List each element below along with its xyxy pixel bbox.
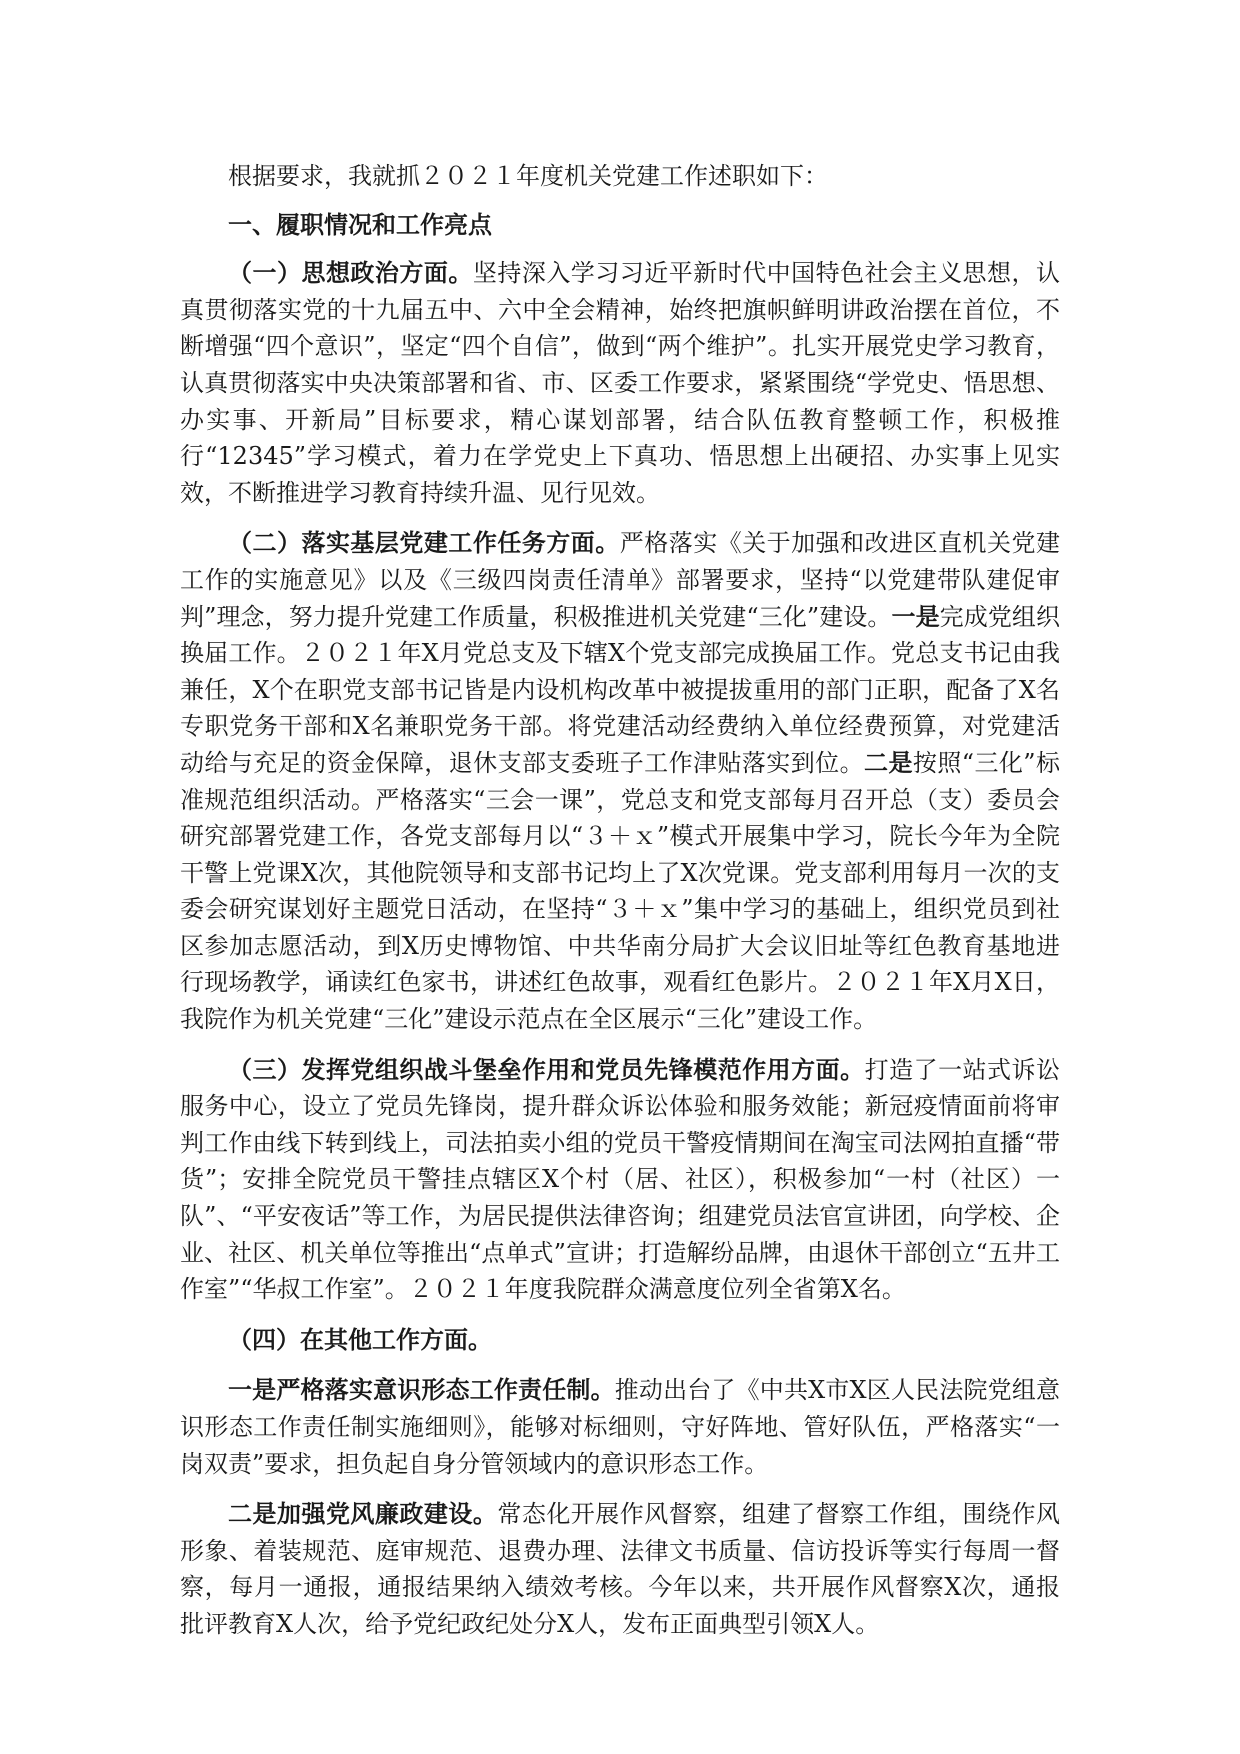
- paragraph-ideology-text: 坚持深入学习习近平新时代中国特色社会主义思想，认真贯彻落实党的十九届五中、六中全会精神，始终把旗帜鲜明讲政治摆在首位，不断增强“四个意识”，坚定“四个自信”，做到“两个维护”。扎实开展党史学习教育，认真贯彻落实中央决策部署和省、市、区委工作要求，紧紧围绕“学党史、悟思想、办实事、开新局”目标要求，精心谋划部署，结合队伍教育整顿工作，积极推行“12345”学习模式，着力在学党史上下真功、悟思想上出硬招、办实事上见实效，不断推进学习教育持续升温、见行见效。: [180, 259, 1061, 507]
- paragraph-ideology-responsibility: [180, 1372, 1060, 1482]
- section-heading: [180, 207, 1060, 244]
- paragraph-integrity: [180, 1496, 1060, 1642]
- paragraph-ideology-responsibility-text: 推动出台了《中共X市X区人民法院党组意识形态工作责任制实施细则》，能够对标细则，守好阵地、管好队伍，严格落实“一岗双责”要求，担负起自身分管领域内的意识形态工作。: [180, 1376, 1061, 1478]
- paragraph-other-heading: [180, 1322, 1060, 1359]
- paragraph-vanguard-title: （三）发挥党组织战斗堡垒作用和党员先锋模范作用方面。: [228, 1054, 865, 1084]
- paragraph-party-building-title: （二）落实基层党建工作任务方面。: [228, 528, 620, 558]
- paragraph-vanguard-text: 打造了一站式诉讼服务中心，设立了党员先锋岗，提升群众诉讼体验和服务效能；新冠疫情面前将审判工作由线下转到线上，司法拍卖小组的党员干警疫情期间在淘宝司法网拍直播“带货”；安排全院党员干警挂点辖区X个村（居、社区），积极参加“一村（社区）一队”、“平安夜话”等工作，为居民提供法律咨询；组建党员法官宣讲团，向学校、企业、社区、机关单位等推出“点单式”宣讲；打造解纷品牌，由退休干部创立“五井工作室”“华叔工作室”。２０２１年度我院群众满意度位列全省第X名。: [180, 1055, 1061, 1304]
- paragraph-ideology-title: （一）思想政治方面。: [228, 258, 473, 288]
- paragraph-party-building: [180, 525, 1060, 1037]
- intro-text: 根据要求，我就抓２０２１年度机关党建工作述职如下：: [228, 162, 828, 190]
- paragraph-party-building-text-b: 完成党组织换届工作。２０２１年X月党总支及下辖X个党支部完成换届工作。党总支书记由我兼任，X个在职党支部书记皆是内设机构改革中被提拔重用的部门正职，配备了X名专职党务干部和X名兼职党务干部。将党建活动经费纳入单位经费预算，对党建活动给与充足的资金保障，退休支部支委班子工作津贴落实到位。: [180, 602, 1061, 777]
- paragraph-party-building-text-a: 严格落实《关于加强和改进区直机关党建工作的实施意见》以及《三级四岗责任清单》部署要求，坚持“以党建带队建促审判”理念，努力提升党建工作质量，积极推进机关党建“三化”建设。: [180, 529, 1061, 631]
- paragraph-ideology-responsibility-title: 一是严格落实意识形态工作责任制。: [228, 1375, 615, 1405]
- paragraph-party-building-label-1: 一是: [891, 601, 940, 631]
- paragraph-party-building-text-c: 按照“三化”标准规范组织活动。严格落实“三会一课”，党总支和党支部每月召开总（支）委员会研究部署党建工作，各党支部每月以“３＋ｘ”模式开展集中学习，院长今年为全院干警上党课X次，其他院领导和支部书记均上了X次党课。党支部利用每月一次的支委会研究谋划好主题党日活动，在坚持“３＋ｘ”集中学习的基础上，组织党员到社区参加志愿活动，到X历史博物馆、中共华南分局扩大会议旧址等红色教育基地进行现场教学，诵读红色家书，讲述红色故事，观看红色影片。２０２１年X月X日，我院作为机关党建“三化”建设示范点在全区展示“三化”建设工作。: [180, 748, 1061, 1034]
- paragraph-integrity-text: 常态化开展作风督察，组建了督察工作组，围绕作风形象、着装规范、庭审规范、退费办理、法律文书质量、信访投诉等实行每周一督察，每月一通报，通报结果纳入绩效考核。今年以来，共开展作风督察X次，通报批评教育X人次，给予党纪政纪处分X人，发布正面典型引领X人。: [180, 1500, 1061, 1638]
- section-heading-text: 一、履职情况和工作亮点: [228, 209, 492, 239]
- paragraph-ideology: [180, 255, 1060, 511]
- paragraph-other-heading-text: （四）在其他工作方面。: [228, 1324, 492, 1354]
- paragraph-vanguard: [180, 1052, 1060, 1308]
- document-body: [180, 158, 1060, 1643]
- paragraph-integrity-title: 二是加强党风廉政建设。: [228, 1499, 498, 1529]
- paragraph-party-building-label-2: 二是: [864, 747, 913, 777]
- intro-paragraph: [180, 158, 1060, 195]
